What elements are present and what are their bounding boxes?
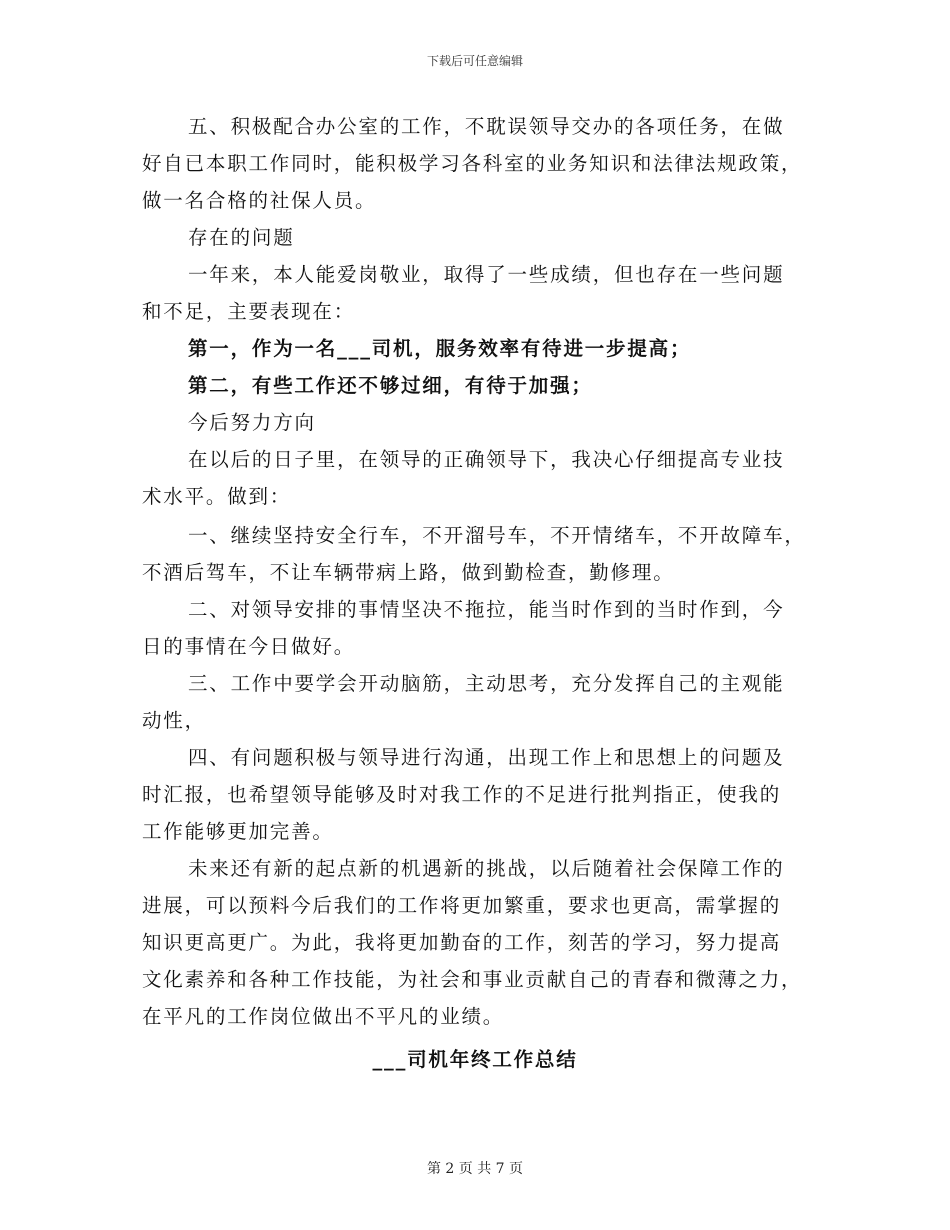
page-footer: 第 2 页 共 7 页 [426, 1161, 524, 1177]
body-line: 时汇报，也希望领导能够及时对我工作的不足进行批判指正，使我的 [142, 783, 782, 806]
body-line: 术水平。做到： [142, 485, 292, 508]
body-line: 知识更高更广。为此，我将更加勤奋的工作，刻苦的学习，努力提高 [142, 931, 782, 954]
body-line: 文化素养和各种工作技能，为社会和事业贡献自己的青春和微薄之力， [142, 968, 803, 991]
body-line: 不酒后驾车，不让车辆带病上路，做到勤检查，勤修理。 [142, 561, 675, 584]
section-heading: 存在的问题 [188, 226, 295, 249]
section-heading: 今后努力方向 [188, 411, 316, 434]
body-line: 好自已本职工作同时，能积极学习各科室的业务知识和法律法规政策， [142, 152, 803, 175]
body-line: 日的事情在今日做好。 [142, 635, 356, 658]
body-line: 在平凡的工作岗位做出不平凡的业绩。 [142, 1005, 505, 1028]
body-line: 未来还有新的起点新的机遇新的挑战，以后随着社会保障工作的 [188, 857, 785, 880]
body-line: 进展，可以预料今后我们的工作将更加繁重，要求也更高，需掌握的 [142, 894, 782, 917]
body-line: 五、积极配合办公室的工作，不耽误领导交办的各项任务，在做 [188, 115, 785, 138]
body-line: 工作能够更加完善。 [142, 820, 334, 843]
body-line: 一年来，本人能爱岗敬业，取得了一些成绩，但也存在一些问题 [188, 263, 785, 286]
page-header: 下载后可任意编辑 [426, 54, 523, 68]
body-line: 二、对领导安排的事情坚决不拖拉，能当时作到的当时作到，今 [188, 598, 785, 621]
body-line: 做一名合格的社保人员。 [142, 189, 377, 212]
body-line: 在以后的日子里，在领导的正确领导下，我决心仔细提高专业技 [188, 448, 785, 471]
body-line: 和不足，主要表现在： [142, 300, 356, 323]
bold-line: 第一，作为一名___司机，服务效率有待进一步提高； [188, 337, 692, 360]
body-line: 一、继续坚持安全行车，不开溜号车，不开情绪车，不开故障车， [188, 524, 806, 547]
body-line: 三、工作中要学会开动脑筋，主动思考，充分发挥自己的主观能 [188, 672, 785, 695]
body-line: 四、有问题积极与领导进行沟通，出现工作上和思想上的问题及 [188, 746, 785, 769]
document-title: ___司机年终工作总结 [372, 1048, 578, 1071]
body-line: 动性， [142, 709, 206, 732]
bold-line: 第二，有些工作还不够过细，有待于加强； [188, 374, 593, 397]
